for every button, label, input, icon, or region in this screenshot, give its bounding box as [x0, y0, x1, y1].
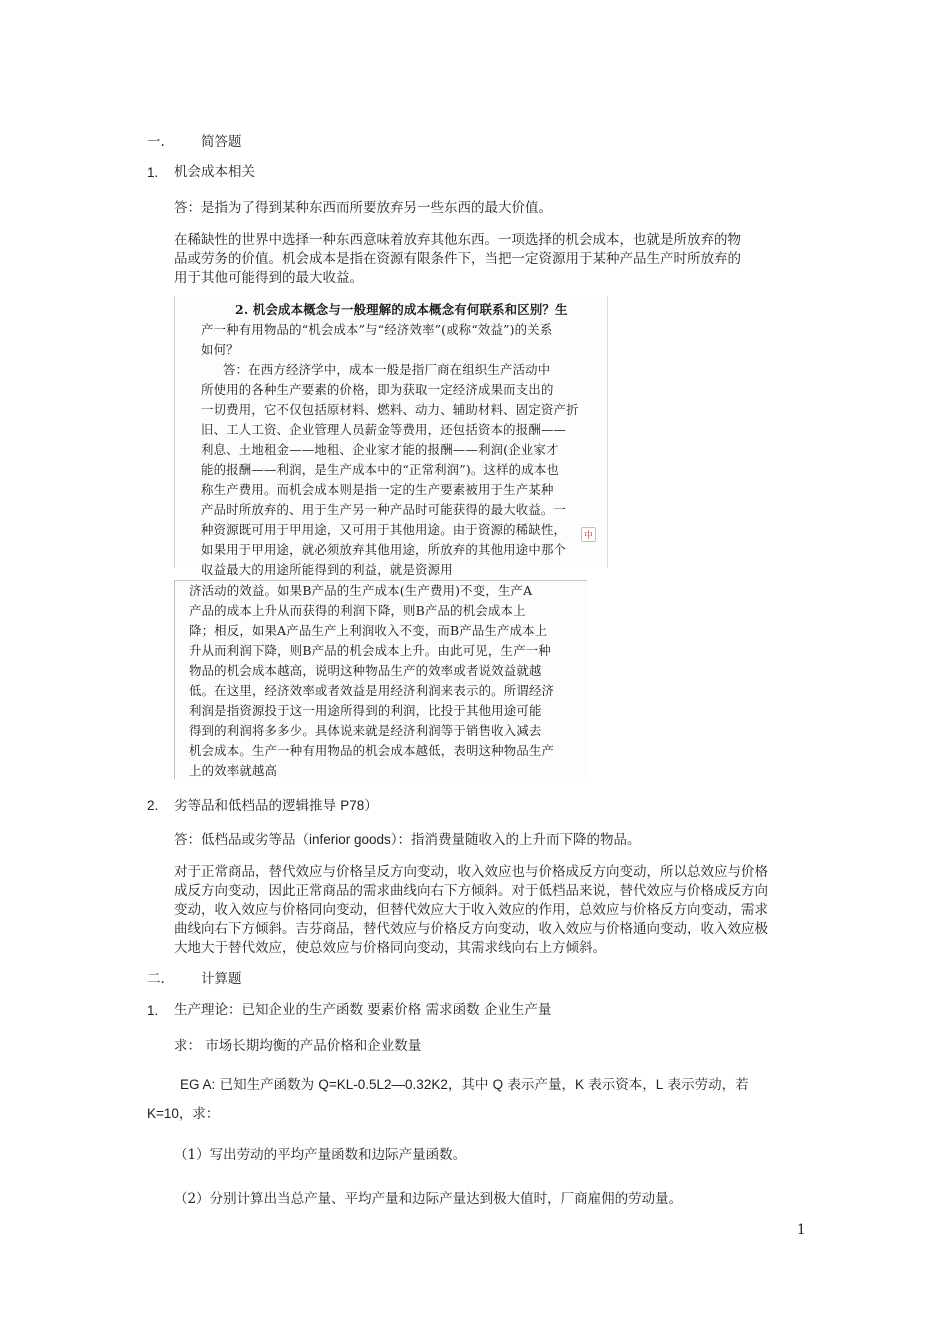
scan-line: 降；相反，如果A产品生产上利润收入不变，而B产品生产成本上 [189, 623, 548, 638]
scan-line: 济活动的效益。如果B产品的生产成本(生产费用)不变，生产A [189, 583, 533, 598]
scan-line: 产品的成本上升从而获得的利润下降，则B产品的机会成本上 [189, 603, 526, 618]
formula: Q=KL-0.5L2—0.32K2 [318, 1077, 448, 1092]
given-value: K=10 [147, 1106, 179, 1121]
scan-line: 升从而利润下降，则B产品的机会成本上升。由此可见，生产一种 [189, 643, 551, 658]
paragraph-line: 大地大于替代效应，使总效应与价格同向变动，其需求线向右上方倾斜。 [174, 940, 606, 956]
answer-suffix: ）：指消费量随收入的上升而下降的物品。 [390, 832, 641, 848]
question-number: 1. [147, 1003, 159, 1018]
example-text: 表示资本， [583, 1077, 656, 1093]
variable-l: L [655, 1077, 664, 1092]
question-number: 2. [147, 798, 159, 813]
section-title: 简答题 [201, 134, 242, 150]
paragraph [174, 863, 768, 958]
scan-line: 利润是指资源投于这一用途所得到的利润，比投于其他用途可能 [189, 703, 542, 718]
question-title [174, 796, 378, 816]
answer-term: inferior goods [309, 832, 391, 847]
question-title: 机会成本相关 [174, 164, 255, 180]
section-number: 一. [147, 134, 165, 150]
paragraph-line: 成反方向变动，因此正常商品的需求曲线向右下方倾斜。对于低档品来说，替代效应与价格成反方向 [174, 883, 768, 899]
example-text: ，求： [178, 1106, 220, 1122]
scan-line: 所使用的各种生产要素的价格，即为获取一定经济成果而支出的 [201, 382, 554, 397]
paragraph-line: 品或劳务的价值。机会成本是指在资源有限条件下，当把一定资源用于某种产品生产时所放弃的 [174, 251, 741, 267]
scanned-excerpt-1 [174, 296, 608, 577]
paragraph-line: 在稀缺性的世界中选择一种东西意味着放弃其他东西。一项选择的机会成本，也就是所放弃的物 [174, 232, 741, 248]
scan-line: 上的效率就越高 [189, 763, 278, 778]
scan-line: 称生产费用。而机会成本则是指一定的生产要素被用于生产某种 [201, 482, 554, 497]
answer-text [174, 830, 641, 850]
section-number: 二. [147, 971, 165, 987]
paragraph-line: 对于正常商品，替代效应与价格呈反方向变动，收入效应也与价格成反方向变动，所以总效应与价格 [174, 864, 768, 880]
scan-line: 利息、土地租金——地租、企业家才能的报酬——利润(企业家才 [201, 442, 559, 457]
scan-line: 一切费用，它不仅包括原材料、燃料、动力、辅助材料、固定资产折 [201, 402, 579, 417]
example-line-2 [147, 1104, 219, 1124]
scan-line: 产一种有用物品的“机会成本”与“经济效率”(或称“效益”)的关系 [201, 322, 553, 337]
question-title: 生产理论：已知企业的生产函数 要素价格 需求函数 企业生产量 [174, 1002, 552, 1018]
scan-line: 得到的利润将多多少。具体说来就是经济利润等于销售收入减去 [189, 723, 542, 738]
answer-prefix: 答：低档品或劣等品（ [174, 832, 309, 848]
scan-line: 旧、工人工资、企业管理人员薪金等费用，还包括资本的报酬—— [201, 422, 567, 437]
example-text: 表示产量， [503, 1077, 575, 1093]
variable-q: Q [492, 1077, 504, 1092]
answer-text: 答：是指为了得到某种东西而所要放弃另一些东西的最大价值。 [174, 200, 552, 216]
example-line [180, 1075, 749, 1095]
scan-line: 如何？ [201, 342, 239, 357]
paragraph-line: 变动，收入效应与价格同向变动，但替代效应大于收入效应的作用，总效应与价格反方向变动，需求 [174, 902, 768, 918]
scan-line: 如果用于甲用途，就必须放弃其他用途，所放弃的其他用途中那个 [201, 542, 567, 557]
scan-line: 2. 机会成本概念与一般理解的成本概念有何联系和区别？生 [235, 302, 568, 317]
question-number: 1. [147, 165, 159, 180]
sub-question: （2）分别计算出当总产量、平均产量和边际产量达到极大值时，厂商雇佣的劳动量。 [174, 1191, 683, 1207]
variable-k: K [574, 1077, 584, 1092]
page-number: 1 [797, 1222, 806, 1238]
input-method-icon: 中 [581, 527, 596, 542]
sub-question: （1）写出劳动的平均产量函数和边际产量函数。 [174, 1147, 467, 1163]
paragraph-line: 曲线向右下方倾斜。吉芬商品，替代效应与价格反方向变动，收入效应与价格通向变动，收入效应极 [174, 921, 768, 937]
scan-line: 答：在西方经济学中，成本一般是指厂商在组织生产活动中 [223, 362, 551, 377]
scan-line: 低。在这里，经济效率或者效益是用经济利润来表示的。所谓经济 [189, 683, 555, 698]
page-reference: P78） [340, 798, 378, 813]
example-label: EG A: [180, 1077, 216, 1092]
scan-line: 机会成本。生产一种有用物品的机会成本越低，表明这种物品生产 [189, 743, 555, 758]
section-title: 计算题 [201, 971, 242, 987]
scan-line: 物品的机会成本越高，说明这种物品生产的效率或者说效益就越 [189, 663, 542, 678]
example-text: ，其中 [447, 1077, 493, 1093]
example-text: 已知生产函数为 [215, 1077, 319, 1093]
question-title-text: 劣等品和低档品的逻辑推导 [174, 798, 336, 814]
paragraph [174, 231, 741, 288]
scan-line: 能的报酬——利润，是生产成本中的“正常利润”)。这样的成本也 [201, 462, 560, 477]
example-text: 表示劳动，若 [663, 1077, 749, 1093]
scan-line: 収益最大的用途所能得到的利益，就是资源用 [201, 562, 453, 577]
scanned-excerpt-2 [174, 580, 587, 779]
ask-text: 求： 市场长期均衡的产品价格和企业数量 [174, 1038, 422, 1054]
paragraph-line: 用于其他可能得到的最大收益。 [174, 270, 363, 286]
scan-line: 产品时所放弃的、用于生产另一种产品时可能获得的最大收益。一 [201, 502, 567, 517]
scan-line: 种资源既可用于甲用途，又可用于其他用途。由于资源的稀缺性， [201, 522, 567, 537]
